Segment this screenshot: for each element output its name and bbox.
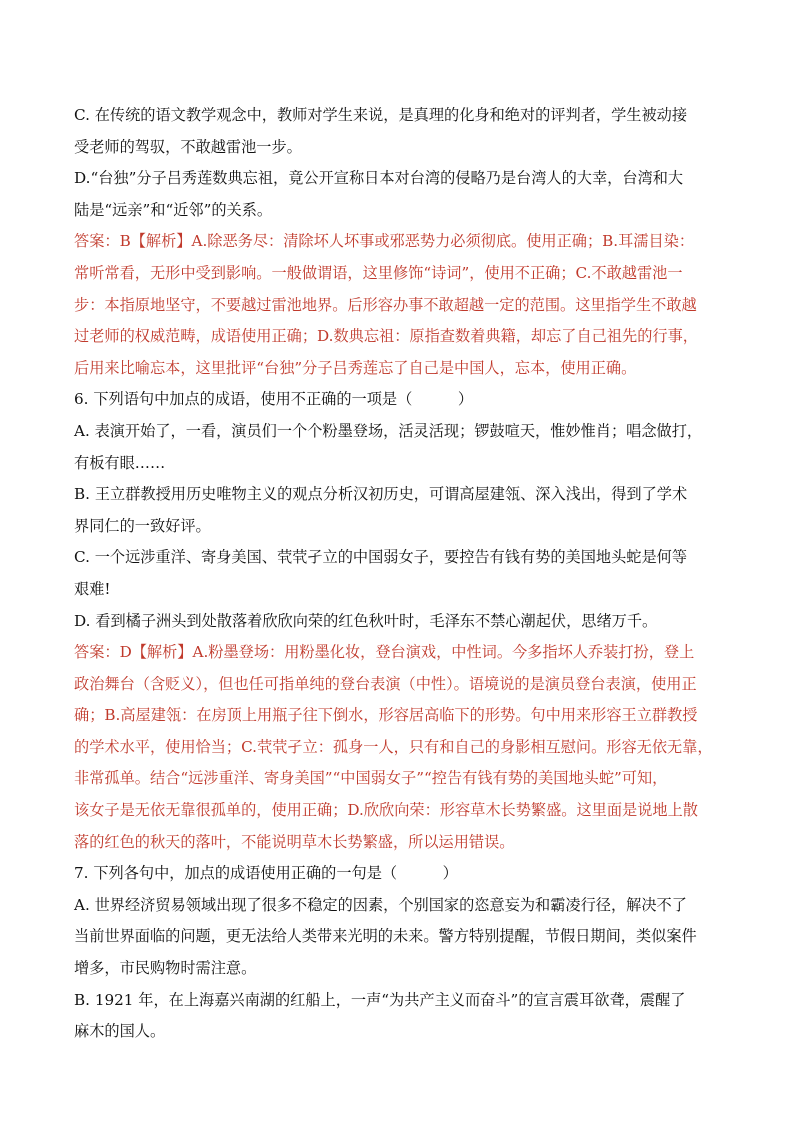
question-text-line: A. 世界经济贸易领域出现了很多不稳定的因素，个别国家的恣意妄为和霸凌行径，解决不了: [74, 895, 687, 914]
answer-explanation-line: 该女子是无依无靠很孤单的，使用正确；D.欣欣向荣：形容草木长势繁盛。这里面是说地上散: [74, 801, 698, 820]
answer-explanation-line: 答案：D【解析】A.粉墨登场：用粉墨化妆，登台演戏，中性词。今多指坏人乔装打扮，登上: [74, 643, 695, 662]
question-text-line: D. 看到橘子洲头到处散落着欣欣向荣的红色秋叶时，毛泽东不禁心潮起伏，思绪万千。: [74, 611, 658, 630]
answer-explanation-line: 政治舞台（含贬义），但也任可指单纯的登台表演（中性）。语境说的是演员登台表演，使用正: [74, 674, 697, 693]
answer-explanation-line: 落的红色的秋天的落叶，不能说明草木长势繁盛，所以运用错误。: [74, 832, 515, 851]
question-text-line: 6. 下列语句中加点的成语，使用不正确的一项是（ ）: [74, 390, 474, 409]
question-text-line: 界同仁的一致好评。: [74, 516, 211, 535]
question-text-line: B. 1921 年，在上海嘉兴南湖的红船上，一声“为共产主义而奋斗”的宣言震耳欲聋，震醒了: [74, 990, 686, 1009]
answer-explanation-line: 步：本指原地坚守，不要越过雷池地界。后形容办事不敢超越一定的范围。这里指学生不敢越: [74, 295, 697, 314]
answer-explanation-line: 过老师的权威范畴，成语使用正确；D.数典忘祖：原指查数着典籍，却忘了自己祖先的行事，: [74, 327, 698, 346]
answer-explanation-line: 常听常看，无形中受到影响。一般做谓语，这里修饰“诗词”，使用不正确；C.不敢越雷池一: [74, 263, 683, 282]
question-text-line: A. 表演开始了，一看，演员们一个个粉墨登场，活灵活现；锣鼓喧天，惟妙惟肖；唱念做打，: [74, 421, 703, 440]
answer-explanation-line: 后用来比喻忘本，这里批评“台独”分子吕秀莲忘了自己是中国人，忘本，使用正确。: [74, 358, 637, 377]
question-text-line: 当前世界面临的问题，更无法给人类带来光明的未来。警方特别提醒，节假日期间，类似案件: [74, 927, 697, 946]
answer-explanation-line: 答案：B【解析】A.除恶务尽：清除坏人坏事或邪恶势力必须彻底。使用正确；B.耳濡目染：: [74, 232, 695, 251]
question-text-line: 增多，市民购物时需注意。: [74, 959, 257, 978]
answer-explanation-line: 的学术水平，使用恰当；C.茕茕孑立：孤身一人，只有和自己的身影相互慰问。形容无依无靠，: [74, 737, 713, 756]
question-text-line: 麻木的国人。: [74, 1022, 166, 1041]
answer-explanation-line: 非常孤单。结合“远涉重洋、寄身美国”“中国弱女子”“控告有钱有势的美国地头蛇”可知，: [74, 769, 668, 788]
answer-explanation-line: 确；B.高屋建瓴：在房顶上用瓶子往下倒水，形容居高临下的形势。句中用来形容王立群教授: [74, 706, 698, 725]
question-text-line: 有板有眼……: [74, 453, 166, 472]
document-body: [74, 100, 724, 1048]
question-text-line: 受老师的驾驭，不敢越雷池一步。: [74, 137, 302, 156]
question-text-line: D.“台独”分子吕秀莲数典忘祖，竟公开宣称日本对台湾的侵略乃是台湾人的大幸，台湾和大: [74, 169, 684, 188]
question-text-line: 7. 下列各句中，加点的成语使用正确的一句是（ ）: [74, 864, 458, 883]
question-text-line: 艰难!: [74, 579, 111, 598]
question-text-line: C. 一个远涉重洋、寄身美国、茕茕孑立的中国弱女子，要控告有钱有势的美国地头蛇是何等: [74, 548, 688, 567]
question-text-line: B. 王立群教授用历史唯物主义的观点分析汉初历史，可谓高屋建瓴、深入浅出，得到了学术: [74, 485, 688, 504]
question-text-line: C. 在传统的语文教学观念中，教师对学生来说，是真理的化身和绝对的评判者，学生被动接: [74, 106, 688, 124]
question-text-line: 陆是“远亲”和“近邻”的关系。: [74, 200, 273, 219]
